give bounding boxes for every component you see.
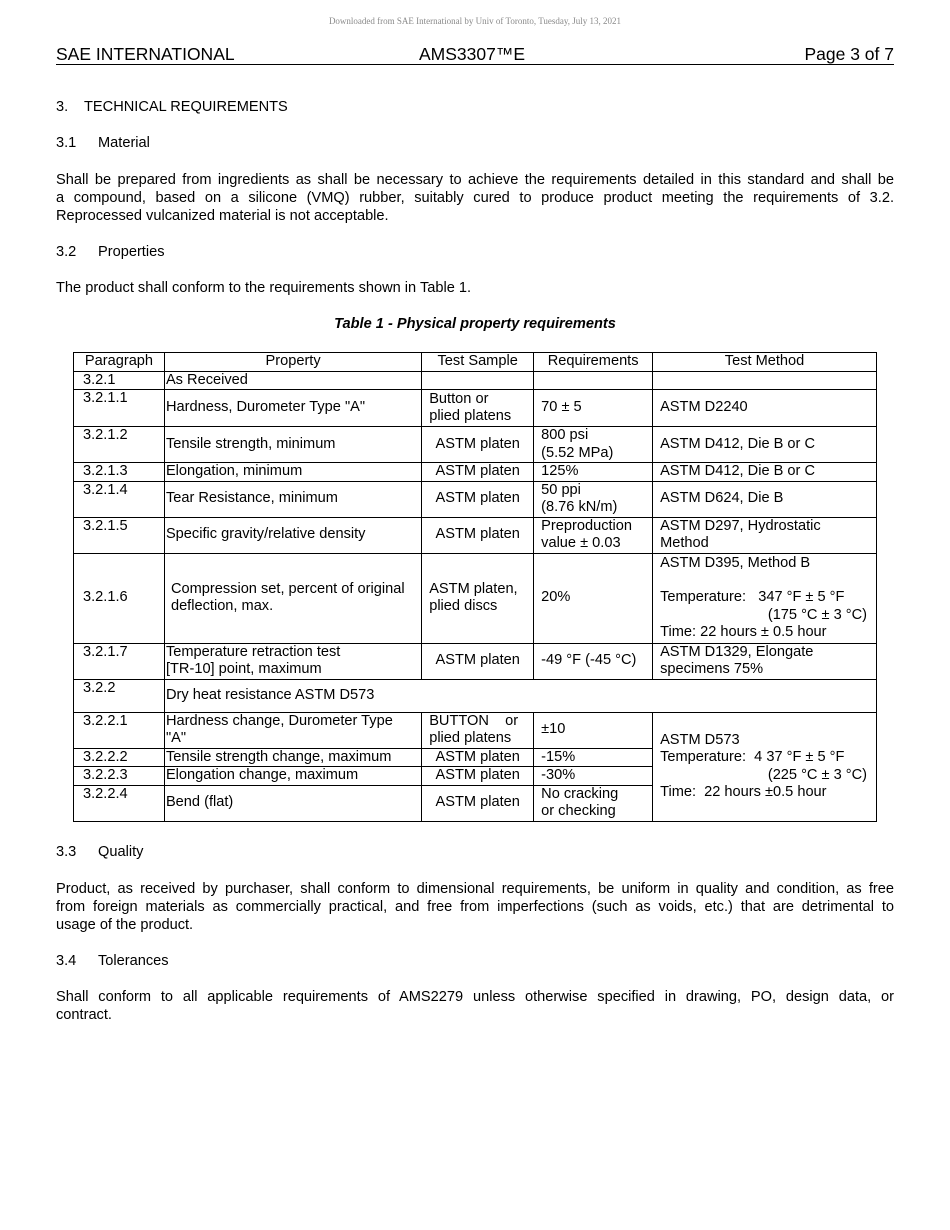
cell-line: deflection, max. (170, 598, 274, 614)
property-cell: Tensile strength, minimum (164, 427, 421, 463)
cell-line: Temperature: 347 °F ± 5 °F (660, 589, 845, 605)
section-number: 3.1 (56, 135, 77, 151)
section-3-4-heading (56, 952, 894, 970)
requirements-cell: -30% (534, 767, 653, 786)
physical-property-table (73, 352, 877, 822)
property-cell: Tensile strength change, maximum (164, 748, 421, 767)
cell-line: (225 °C ± 3 °C) (767, 766, 867, 783)
column-header: Test Sample (422, 353, 534, 372)
cell-line: ASTM D297, Hydrostatic (660, 517, 821, 534)
requirements-cell: -49 °F (-45 °C) (534, 643, 653, 679)
property-cell: Specific gravity/relative density (164, 517, 421, 553)
cell-spacer (660, 572, 869, 589)
cell-line: Hardness change, Durometer Type (165, 712, 393, 729)
test-sample-cell (422, 553, 534, 643)
cell-line: No cracking (541, 785, 619, 802)
paragraph-line: from foreign materials as commercially practical, and free from imperfections (such as voids, etc.) that are detrimental to (56, 899, 894, 915)
section-3-heading (56, 98, 894, 116)
paragraph-cell: 3.2.2.1 (74, 712, 165, 748)
cell-line: Time: 22 hours ±0.5 hour (660, 784, 827, 800)
property-cell (164, 712, 421, 748)
requirements-cell (534, 427, 653, 463)
cell-line: ASTM platen, (429, 580, 518, 597)
paragraph-cell: 3.2.1.3 (74, 463, 165, 482)
section-number: 3.4 (56, 953, 77, 969)
table-caption: Table 1 - Physical property requirements (334, 316, 616, 332)
section-number: 3. (56, 99, 69, 115)
section-3-2-heading (56, 243, 894, 261)
download-watermark: Downloaded from SAE International by Univ of Toronto, Tuesday, July 13, 2021 (328, 16, 622, 26)
table-row (74, 643, 877, 679)
paragraph-line: a compound, based on a silicone (VMQ) rubber, suitably cured to produce product meeting the requirements of 3.2. (56, 190, 894, 206)
property-cell: Bend (flat) (164, 785, 421, 821)
table-row (74, 481, 877, 517)
paragraph-cell: 3.2.1.6 (74, 553, 165, 643)
table-row (74, 553, 877, 643)
table-row (74, 712, 877, 748)
cell-line: plied discs (429, 598, 498, 614)
test-method-cell (653, 643, 877, 679)
table-row (74, 427, 877, 463)
section-3-2-body: The product shall conform to the requirements shown in Table 1. (56, 280, 472, 296)
test-method-cell (653, 371, 877, 390)
property-cell (164, 553, 421, 643)
paragraph-line: usage of the product. (56, 917, 194, 933)
test-sample-cell: ASTM platen (422, 785, 534, 821)
paragraph-cell: 3.2.1.4 (74, 481, 165, 517)
cell-line: Time: 22 hours ± 0.5 hour (660, 624, 827, 640)
paragraph-cell: 3.2.1.2 (74, 427, 165, 463)
heat-resistance-method-cell (653, 712, 877, 821)
cell-line: Button or (429, 390, 489, 407)
requirements-cell: 125% (534, 463, 653, 482)
column-header: Paragraph (74, 353, 165, 372)
section-3-3-heading (56, 843, 894, 861)
cell-line: 50 ppi (541, 481, 581, 498)
test-sample-cell (422, 712, 534, 748)
test-sample-cell: ASTM platen (422, 767, 534, 786)
paragraph-cell: 3.2.1.1 (74, 390, 165, 427)
cell-line: 800 psi (541, 427, 589, 443)
table-row (74, 390, 877, 427)
table-row (74, 679, 877, 712)
requirements-cell: -15% (534, 748, 653, 767)
test-sample-cell: ASTM platen (422, 517, 534, 553)
column-header: Requirements (534, 353, 653, 372)
section-title: Properties (98, 244, 165, 260)
column-header: Test Method (653, 353, 877, 372)
cell-line: (8.76 kN/m) (541, 499, 618, 515)
cell-line: ASTM D1329, Elongate (660, 643, 814, 660)
paragraph-line: Shall conform to all applicable requirements of AMS2279 unless otherwise specified in drawing, PO, design data, or (56, 989, 894, 1005)
cell-line: "A" (165, 730, 187, 746)
section-title: TECHNICAL REQUIREMENTS (84, 99, 288, 115)
column-header: Property (164, 353, 421, 372)
section-3-3-body (56, 880, 894, 934)
cell-line: value ± 0.03 (541, 535, 621, 551)
paragraph-line: Product, as received by purchaser, shall conform to dimensional requirements, be uniform in quality and condition, as free (56, 881, 894, 897)
cell-line: Temperature retraction test (165, 643, 341, 660)
property-cell: Elongation, minimum (164, 463, 421, 482)
property-cell: As Received (164, 371, 421, 390)
test-method-cell (653, 553, 877, 643)
header-page-number: Page 3 of 7 (804, 44, 894, 64)
section-number: 3.2 (56, 244, 77, 260)
cell-line: Preproduction (541, 517, 633, 534)
property-cell: Hardness, Durometer Type "A" (164, 390, 421, 427)
section-3-1-body (56, 171, 894, 225)
table-header-row (74, 353, 877, 372)
test-sample-cell: ASTM platen (422, 748, 534, 767)
test-method-cell (653, 517, 877, 553)
paragraph-cell: 3.2.1.5 (74, 517, 165, 553)
header-org: SAE INTERNATIONAL (56, 44, 235, 64)
test-sample-cell (422, 371, 534, 390)
header-doc-number: AMS3307™E (419, 44, 526, 64)
paragraph-cell: 3.2.1 (74, 371, 165, 390)
cell-line: (5.52 MPa) (541, 444, 614, 461)
paragraph-line: Reprocessed vulcanized material is not acceptable. (56, 208, 389, 224)
cell-line: (175 °C ± 3 °C) (767, 606, 867, 623)
section-3-4-body (56, 988, 894, 1024)
cell-line: BUTTON or (429, 712, 519, 729)
paragraph-line: Shall be prepared from ingredients as shall be necessary to achieve the requirements detailed in this standard and shall be (56, 172, 894, 188)
test-sample-cell (422, 390, 534, 427)
section-title: Material (98, 135, 150, 151)
requirements-cell (534, 517, 653, 553)
paragraph-cell: 3.2.1.7 (74, 643, 165, 679)
paragraph-cell: 3.2.2.3 (74, 767, 165, 786)
cell-line: ASTM D395, Method B (660, 554, 811, 571)
test-method-cell: ASTM D412, Die B or C (653, 463, 877, 482)
property-cell: Tear Resistance, minimum (164, 481, 421, 517)
property-cell: Dry heat resistance ASTM D573 (164, 679, 876, 712)
requirements-cell (534, 481, 653, 517)
table-row (74, 463, 877, 482)
section-3-1-heading (56, 134, 894, 152)
test-sample-cell: ASTM platen (422, 463, 534, 482)
cell-line: or checking (541, 803, 616, 819)
paragraph-cell: 3.2.2.4 (74, 785, 165, 821)
cell-line: specimens 75% (660, 661, 764, 677)
cell-line: plied platens (429, 730, 512, 746)
paragraph-cell: 3.2.2 (74, 679, 165, 712)
cell-line: Compression set, percent of original (170, 580, 405, 597)
test-sample-cell: ASTM platen (422, 427, 534, 463)
requirements-cell: ±10 (534, 712, 653, 748)
test-sample-cell: ASTM platen (422, 643, 534, 679)
requirements-cell (534, 371, 653, 390)
table-row (74, 517, 877, 553)
section-number: 3.3 (56, 844, 77, 860)
section-title: Tolerances (98, 953, 169, 969)
paragraph-line: contract. (56, 1007, 112, 1023)
requirements-cell (534, 785, 653, 821)
requirements-cell: 70 ± 5 (534, 390, 653, 427)
test-method-cell: ASTM D412, Die B or C (653, 427, 877, 463)
test-method-cell: ASTM D2240 (653, 390, 877, 427)
section-title: Quality (98, 844, 144, 860)
paragraph-cell: 3.2.2.2 (74, 748, 165, 767)
property-cell (164, 643, 421, 679)
cell-line: plied platens (429, 408, 512, 424)
property-cell: Elongation change, maximum (164, 767, 421, 786)
table-row (74, 371, 877, 390)
cell-line: [TR-10] point, maximum (165, 661, 322, 677)
test-method-cell: ASTM D624, Die B (653, 481, 877, 517)
requirements-cell: 20% (534, 553, 653, 643)
cell-line: Temperature: 4 37 °F ± 5 °F (660, 749, 845, 765)
cell-line: ASTM D573 (660, 731, 740, 748)
test-sample-cell: ASTM platen (422, 481, 534, 517)
cell-line: Method (660, 535, 709, 551)
page-header (56, 44, 894, 65)
